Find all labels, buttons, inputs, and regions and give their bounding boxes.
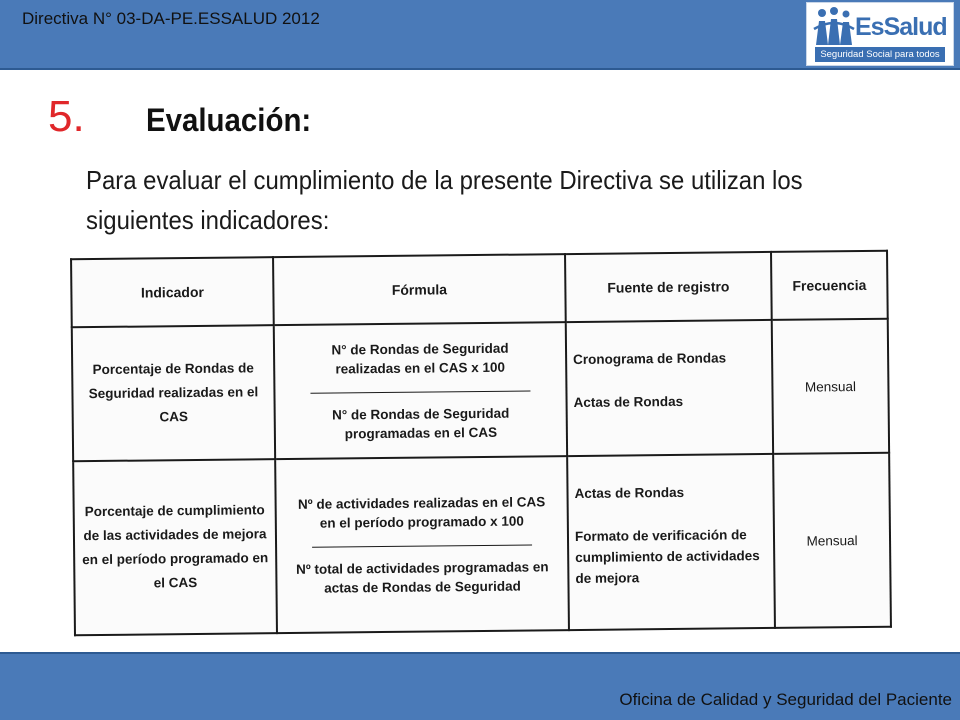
formula-numerator-line: Nº de actividades realizadas en el CAS [297, 493, 546, 512]
document-code: Directiva N° 03-DA-PE.ESSALUD 2012 [22, 9, 320, 28]
formula-denominator-line: N° de Rondas de Seguridad [332, 405, 510, 423]
header-formula: Fórmula [273, 254, 566, 325]
source-item: Formato de verificación de cumplimiento de actividades de mejora [574, 527, 760, 587]
frequency-cell: Mensual [772, 319, 889, 454]
formula-denominator-line: actas de Rondas de Seguridad [324, 578, 521, 596]
table-row [73, 453, 891, 636]
indicators-table [70, 250, 892, 637]
header-fuente: Fuente de registro [565, 252, 772, 322]
source-item: Actas de Rondas [573, 393, 684, 411]
indicator-cell: Porcentaje de Rondas de Seguridad realizadas en el CAS [72, 325, 275, 461]
logo-tagline: Seguridad Social para todos [815, 47, 945, 62]
table-row [72, 319, 889, 462]
fraction-bar [312, 544, 532, 547]
source-item: Cronograma de Rondas [573, 350, 727, 368]
footer-bar [0, 652, 960, 720]
formula-numerator-line: N° de Rondas de Seguridad [331, 340, 509, 358]
source-cell [566, 320, 773, 456]
section-title: Evaluación: [146, 102, 312, 138]
source-cell [567, 454, 775, 630]
footer-office: Oficina de Calidad y Seguridad del Paciente [619, 690, 952, 709]
indicators-table-image [70, 250, 890, 637]
frequency-cell: Mensual [773, 453, 891, 628]
formula-cell [274, 322, 567, 459]
source-item: Actas de Rondas [574, 484, 685, 502]
formula-numerator-line: en el período programado x 100 [319, 513, 524, 531]
section-number: 5. [48, 92, 85, 141]
essalud-logo [806, 2, 954, 66]
indicator-cell: Porcentaje de cumplimiento de las actividades de mejora en el período programado en el CAS [73, 459, 277, 635]
table-header-row [71, 251, 888, 328]
essalud-people-logo-icon [813, 7, 855, 47]
formula-denominator-line: Nº total de actividades programadas en [295, 558, 549, 577]
header-frecuencia: Frecuencia [771, 251, 888, 320]
formula-denominator-line: programadas en el CAS [344, 424, 498, 441]
formula-numerator-line: realizadas en el CAS x 100 [335, 359, 506, 377]
fraction-bar [310, 390, 530, 393]
logo-name: EsSalud [855, 13, 947, 41]
header-indicador: Indicador [71, 257, 274, 327]
formula-cell [275, 456, 569, 633]
section-intro: Para evaluar el cumplimiento de la presente Directiva se utilizan los siguientes indicadores: [86, 165, 803, 235]
header-bar [0, 0, 960, 70]
